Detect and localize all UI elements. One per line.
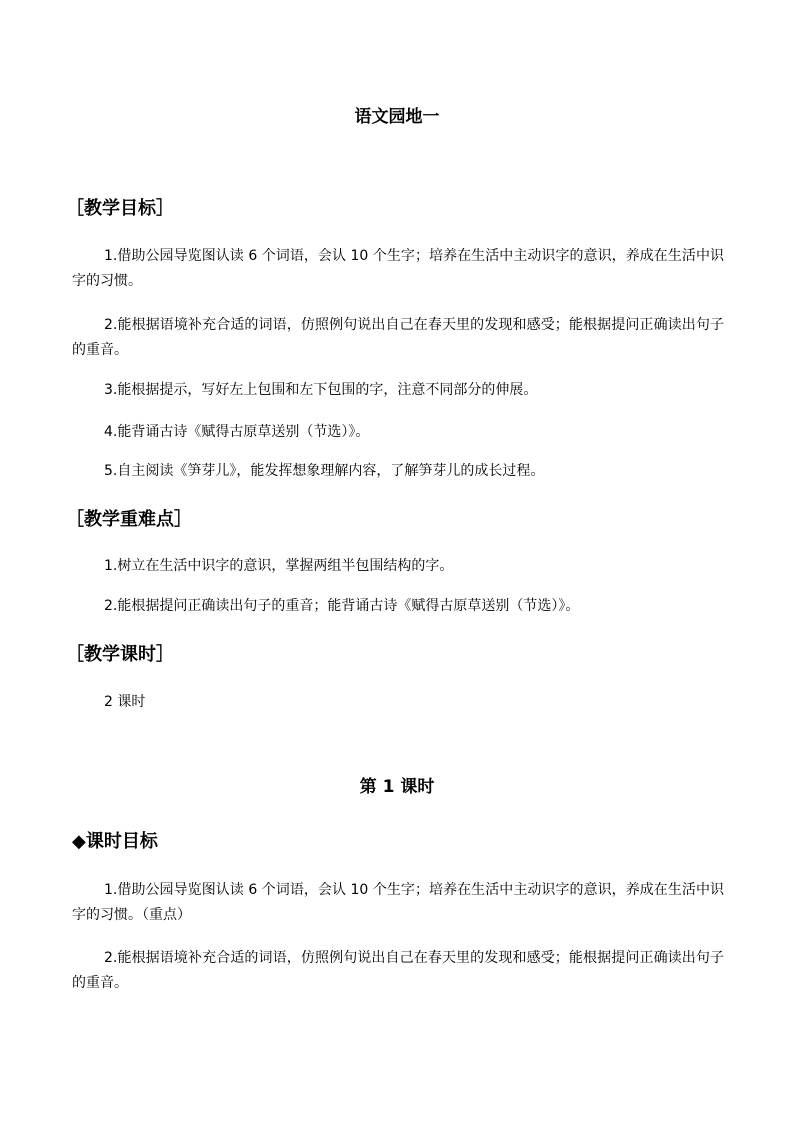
section-heading-periods: ［教学课时］ (66, 644, 174, 665)
objective-item: 2.能根据语境补充合适的词语，仿照例句说出自己在春天里的发现和感受；能根据提问正确读出句子的重音。 (72, 317, 724, 358)
key-point-item: 1.树立在生活中识字的意识，掌握两组半包围结构的字。 (104, 558, 454, 574)
lesson-objective-item: 1.借助公园导览图认读 6 个词语，会认 10 个生字；培养在生活中主动识字的意识，养成在生活中识字的习惯。（重点） (72, 882, 724, 923)
objective-item: 3.能根据提示，写好左上包围和左下包围的字，注意不同部分的伸展。 (104, 382, 538, 398)
objective-item: 5.自主阅读《笋芽儿》，能发挥想象理解内容，了解笋芽儿的成长过程。 (104, 463, 545, 479)
lesson-title: 第 1 课时 (359, 777, 435, 797)
objective-item: 4.能背诵古诗《赋得古原草送别（节选）》。 (104, 424, 370, 440)
section-heading-objectives: ［教学目标］ (66, 198, 174, 219)
periods-value: 2 课时 (104, 694, 146, 710)
objective-item: 1.借助公园导览图认读 6 个词语，会认 10 个生字；培养在生活中主动识字的意识，养成在生活中识字的习惯。 (72, 248, 724, 289)
lesson-objectives-heading: ◆课时目标 (72, 831, 158, 852)
section-heading-key-points: ［教学重难点］ (66, 509, 192, 530)
key-point-item: 2.能根据提问正确读出句子的重音；能背诵古诗《赋得古原草送别（节选）》。 (104, 598, 580, 614)
page-title: 语文园地一 (354, 107, 440, 127)
lesson-objective-item: 2.能根据语境补充合适的词语，仿照例句说出自己在春天里的发现和感受；能根据提问正确读出句子的重音。 (72, 950, 724, 991)
